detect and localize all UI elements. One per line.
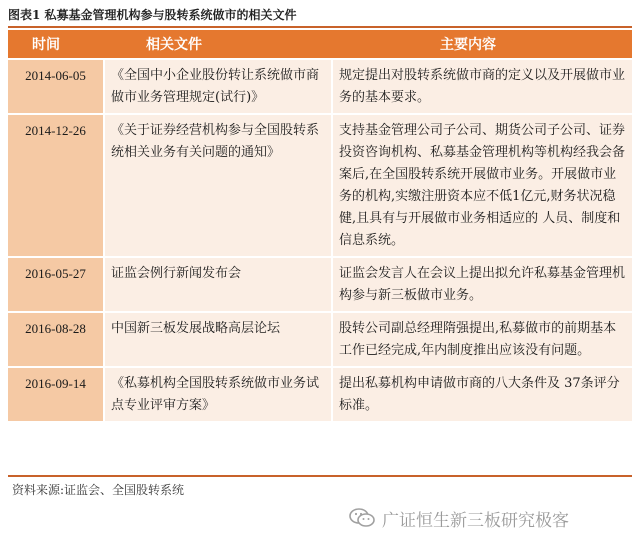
watermark-text: 广证恒生新三板研究极客 <box>382 510 569 531</box>
table-row <box>8 367 632 422</box>
table-row <box>8 312 632 367</box>
row-date: 2014-12-26 <box>8 114 104 257</box>
row-content: 证监会发言人在会议上提出拟允许私募基金管理机构参与新三板做市业务。 <box>332 257 632 312</box>
table-row <box>8 257 632 312</box>
source-note: 资料来源:证监会、全国股转系统 <box>12 483 185 497</box>
table-title: 图表1 私募基金管理机构参与股转系统做市的相关文件 <box>8 8 297 22</box>
row-document: 《私募机构全国股转系统做市业务试点专业评审方案》 <box>104 367 332 422</box>
header-document: 相关文件 <box>104 30 332 59</box>
row-content: 支持基金管理公司子公司、期货公司子公司、证券投资咨询机构、私募基金管理机构等机构经我会备案后,在全国股转系统开展做市业务。开展做市业务的机构,实缴注册资本应不低1亿元,财务状况稳健,且具有与开展做市业务相适应的 人员、制度和信息系统。 <box>332 114 632 257</box>
row-content: 提出私募机构申请做市商的八大条件及 37条评分标准。 <box>332 367 632 422</box>
wechat-icon <box>348 507 376 529</box>
row-content: 规定提出对股转系统做市商的定义以及开展做市业务的基本要求。 <box>332 59 632 114</box>
row-date: 2014-06-05 <box>8 59 104 114</box>
table-row <box>8 59 632 114</box>
row-document: 《关于证券经营机构参与全国股转系统相关业务有关问题的通知》 <box>104 114 332 257</box>
top-rule <box>8 26 632 28</box>
wechat-watermark <box>348 504 569 532</box>
row-content: 股转公司副总经理隋强提出,私募做市的前期基本工作已经完成,年内制度推出应该没有问题。 <box>332 312 632 367</box>
header-date: 时间 <box>8 30 104 59</box>
row-document: 中国新三板发展战略高层论坛 <box>104 312 332 367</box>
row-date: 2016-09-14 <box>8 367 104 422</box>
documents-table <box>8 30 632 423</box>
header-content: 主要内容 <box>332 30 632 59</box>
bottom-rule <box>8 475 632 477</box>
row-date: 2016-05-27 <box>8 257 104 312</box>
row-date: 2016-08-28 <box>8 312 104 367</box>
table-row <box>8 114 632 257</box>
row-document: 证监会例行新闻发布会 <box>104 257 332 312</box>
table-header-row <box>8 30 632 59</box>
row-document: 《全国中小企业股份转让系统做市商做市业务管理规定(试行)》 <box>104 59 332 114</box>
